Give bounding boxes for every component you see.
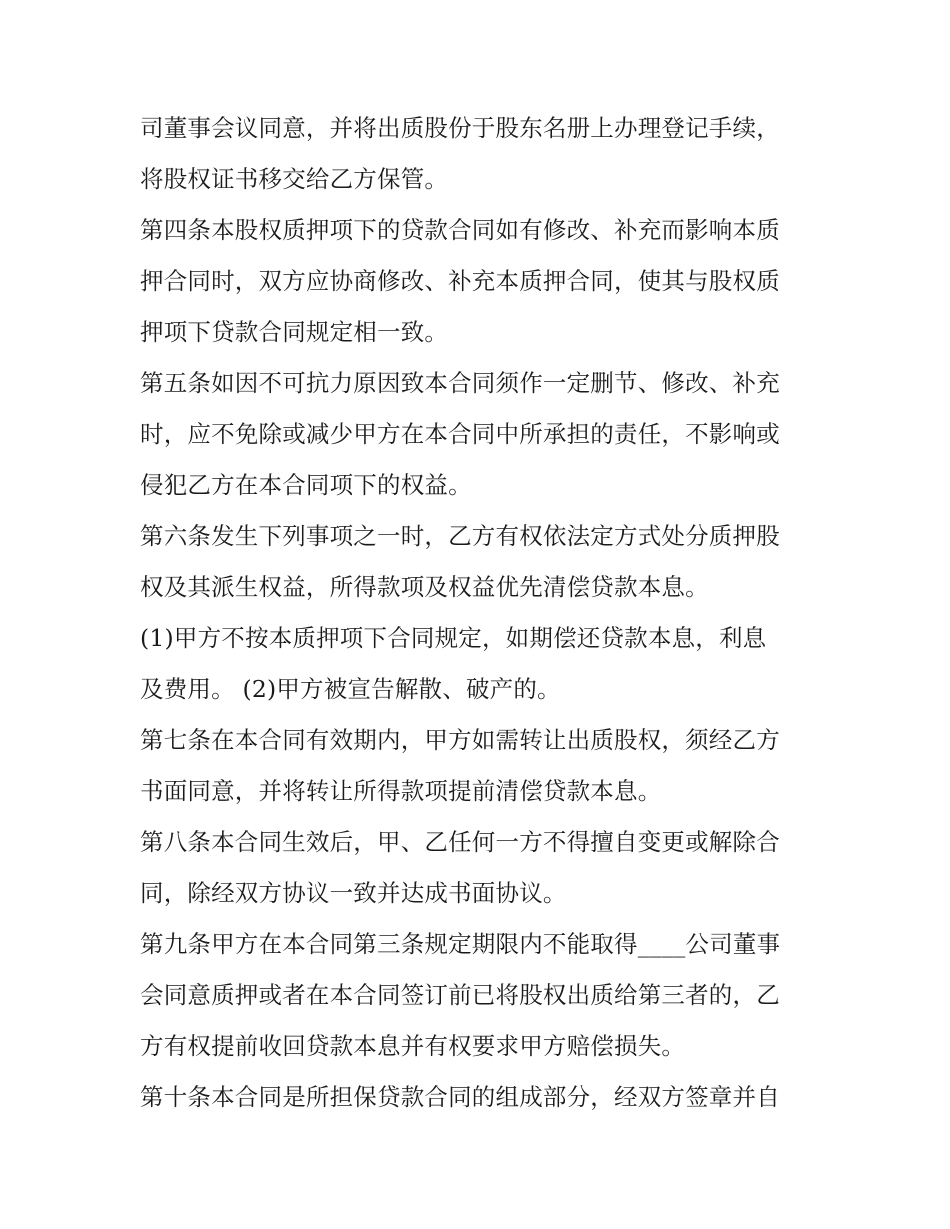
text-line: 方有权提前收回贷款本息并有权要求甲方赔偿损失。 [140,1032,686,1060]
text-line: 时，应不免除或减少甲方在本合同中所承担的责任，不影响或 [140,420,780,448]
text-line: 第十条本合同是所担保贷款合同的组成部分，经双方签章并自 [140,1083,780,1111]
text-line: 权及其派生权益，所得款项及权益优先清偿贷款本息。 [140,573,709,601]
text-line: 书面同意，并将转让所得款项提前清偿贷款本息。 [140,777,662,805]
text-line: 第六条发生下列事项之一时，乙方有权依法定方式处分质押股 [140,522,780,550]
text-line: 将股权证书移交给乙方保管。 [140,165,449,193]
text-line: 会同意质押或者在本合同签订前已将股权出质给第三者的，乙 [140,981,780,1009]
text-line: 第七条在本合同有效期内，甲方如需转让出质股权，须经乙方 [140,726,780,754]
text-line: 司董事会议同意，并将出质股份于股东名册上办理登记手续， [140,114,780,142]
text-line: 侵犯乙方在本合同项下的权益。 [140,471,472,499]
contract-body-text [140,103,820,1123]
text-line: 第八条本合同生效后，甲、乙任何一方不得擅自变更或解除合 [140,828,780,856]
text-line: 第四条本股权质押项下的贷款合同如有修改、补充而影响本质 [140,216,780,244]
text-line: (1)甲方不按本质押项下合同规定，如期偿还贷款本息，利息 [140,624,767,652]
text-line: 同，除经双方协议一致并达成书面协议。 [140,879,567,907]
text-line: 押合同时，双方应协商修改、补充本质押合同，使其与股权质 [140,267,780,295]
text-line: 押项下贷款合同规定相一致。 [140,318,449,346]
text-line: 及费用。 (2)甲方被宣告解散、破产的。 [140,675,561,703]
text-line: 第九条甲方在本合同第三条规定期限内不能取得____公司董事 [140,930,781,958]
text-line: 第五条如因不可抗力原因致本合同须作一定删节、修改、补充 [140,369,780,397]
